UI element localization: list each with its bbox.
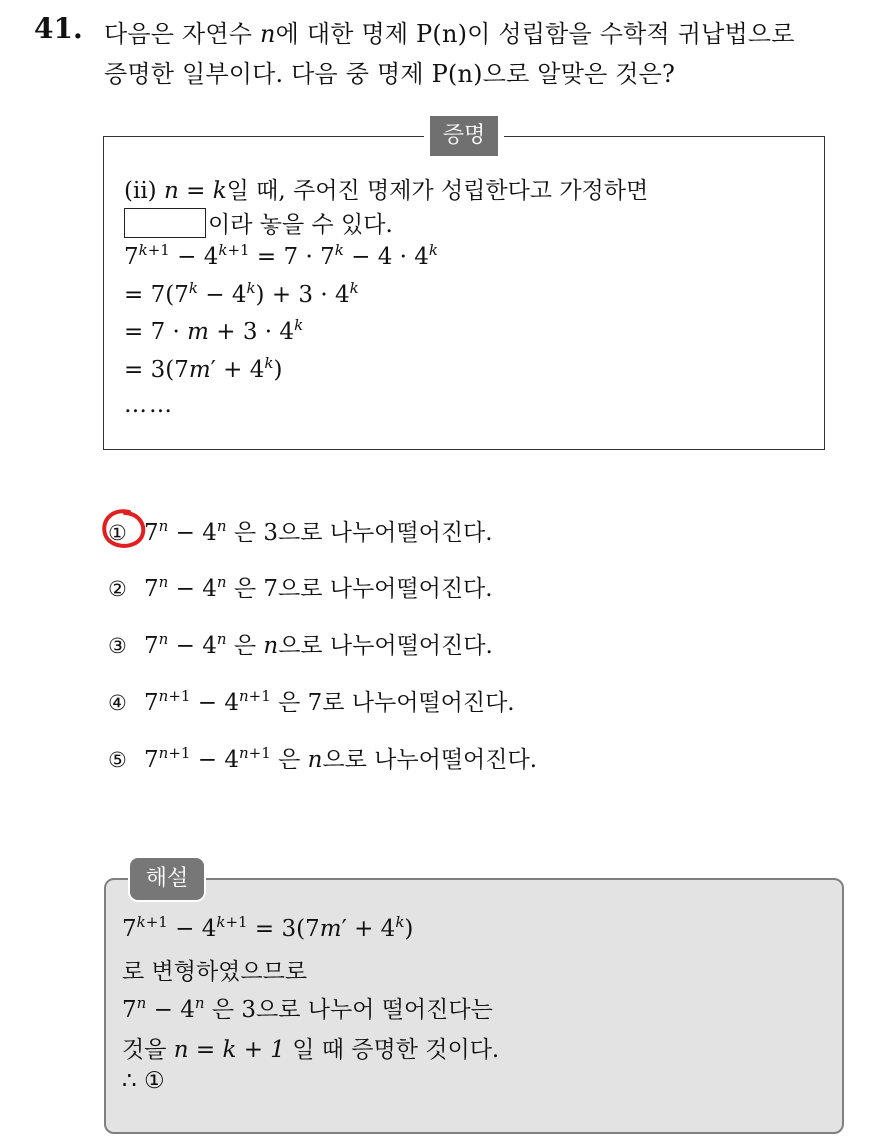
choice-5[interactable]: ⑤ $7^{n+1} - 4^{n+1}$ 은 n으로 나누어떨어진다.	[108, 744, 538, 773]
proof-line-5: = $7 \cdot m + 3 \cdot 4^k$	[124, 316, 304, 345]
solution-line-1: $7^{k+1} - 4^{k+1} = 3(7m' + 4^k)$	[122, 913, 414, 942]
question-text-line1: 다음은 자연수 n에 대한 명제 P(n)이 성립함을 수학적 귀납법으로	[104, 20, 795, 48]
solution-line-2: 로 변형하였으므로	[122, 959, 308, 985]
proof-line-4: = $7(7^k - 4^k) + 3 \cdot 4^k$	[124, 279, 359, 308]
choice-4[interactable]: ④ $7^{n+1} - 4^{n+1}$ 은 7로 나누어떨어진다.	[108, 687, 515, 716]
solution-line-3: $7^n - 4^n$ 은 3으로 나누어 떨어진다는	[122, 994, 493, 1023]
proof-line-1: (ii) n = k일 때, 주어진 명제가 성립한다고 가정하면	[124, 178, 649, 204]
solution-line-4: 것을 n = k + 1 일 때 증명한 것이다.	[122, 1037, 500, 1063]
proof-label: 증명	[430, 116, 498, 156]
choice-2[interactable]: ② $7^n - 4^n$ 은 7으로 나누어떨어진다.	[108, 573, 493, 602]
question-number: 41.	[34, 12, 83, 45]
proof-line-2: 이라 놓을 수 있다.	[124, 206, 393, 239]
solution-label: 해설	[128, 856, 206, 902]
choice-1[interactable]: ① $7^n - 4^n$ 은 3으로 나누어떨어진다.	[108, 517, 493, 546]
answer-blank-box	[124, 208, 206, 238]
proof-line-7: ……	[124, 392, 174, 418]
choice-3[interactable]: ③ $7^n - 4^n$ 은 n으로 나누어떨어진다.	[108, 630, 493, 659]
proof-line-6: = $3(7m' + 4^k)$	[124, 354, 283, 383]
question-text-line2: 증명한 일부이다. 다음 중 명제 P(n)으로 알맞은 것은?	[104, 60, 676, 88]
proof-line-3: $7^{k+1} - 4^{k+1} = 7 \cdot 7^k - 4 \cdot 4^k$	[124, 241, 438, 270]
solution-line-5: ∴ ①	[122, 1068, 165, 1094]
